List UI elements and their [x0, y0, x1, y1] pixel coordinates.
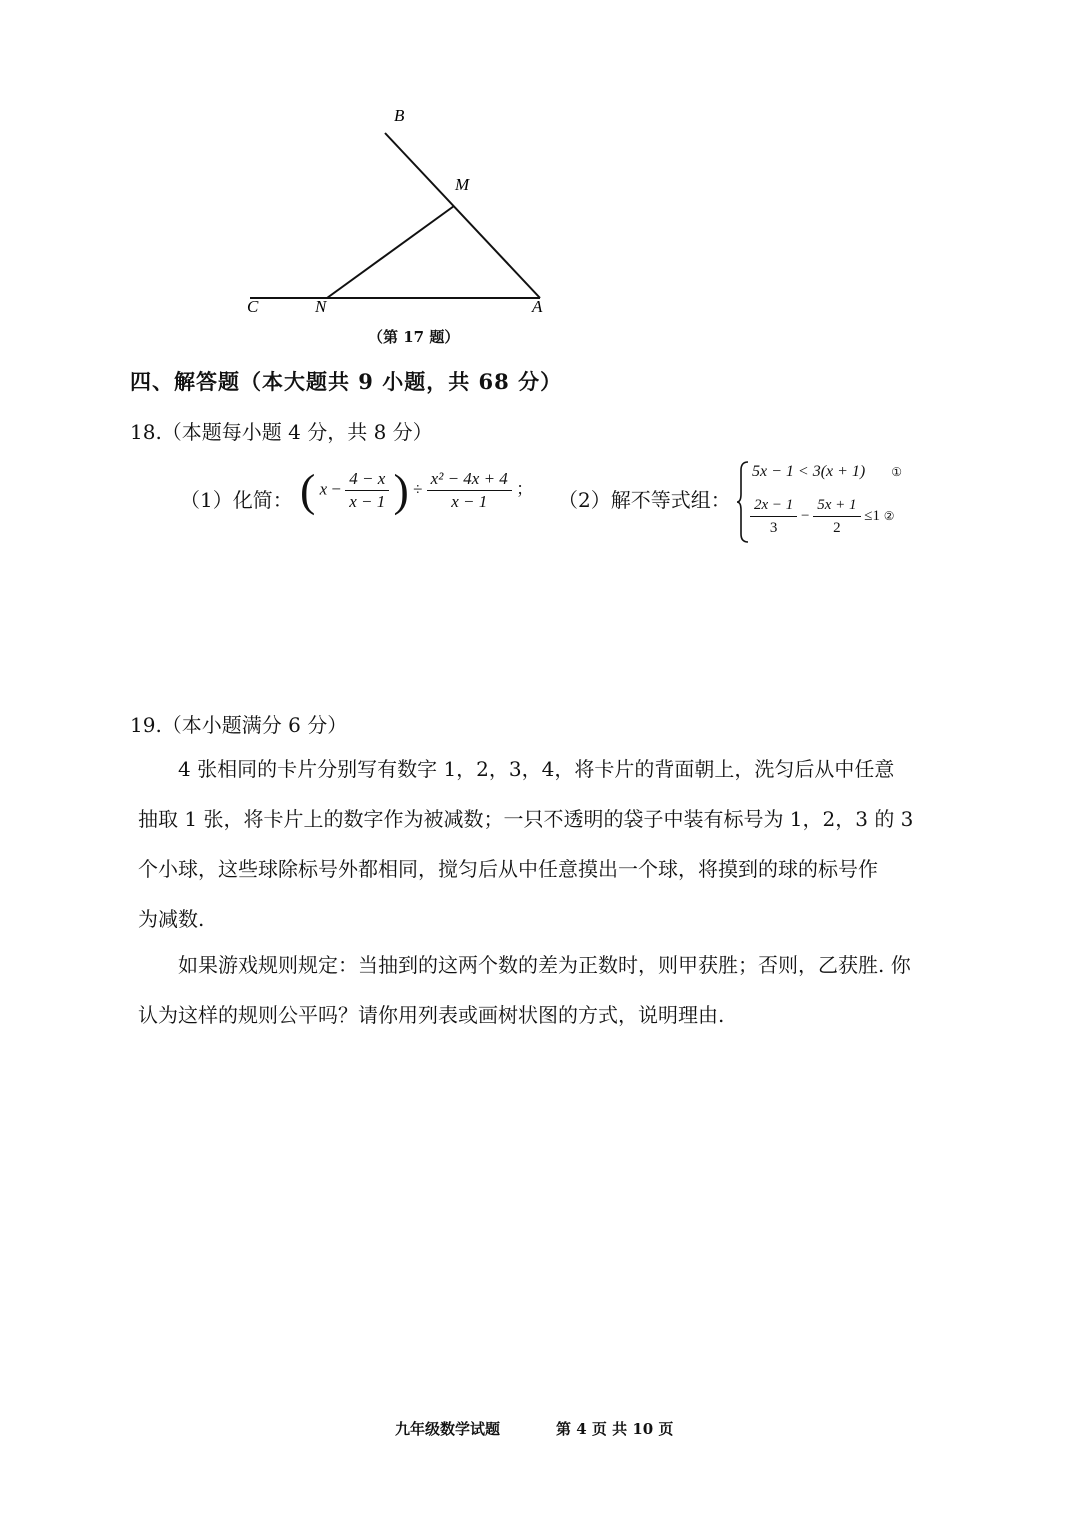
footer-page-number: 第 4 页 共 10 页: [556, 1420, 674, 1438]
q19-p1-line-3: 个小球，这些球除标号外都相同，搅匀后从中任意摸出一个球，将摸到的球的标号作: [138, 857, 878, 881]
footer-subject: 九年级数学试题: [395, 1420, 501, 1438]
fraction-1-numerator: 4 − x: [345, 468, 389, 491]
q18-header: 18.（本题每小题 4 分，共 8 分）: [130, 420, 433, 444]
right-paren: ): [393, 464, 409, 516]
expr-x: x: [319, 479, 328, 499]
label-M: M: [455, 175, 470, 194]
ineq2-fraction-2: [813, 494, 860, 539]
inequality-2: [750, 494, 895, 539]
q18-part2-label: （2）解不等式组：: [558, 488, 731, 512]
fraction-1-denominator: x − 1: [349, 492, 386, 511]
q19-p1-line-4: 为减数.: [138, 907, 205, 931]
ineq2-relation: ≤1: [864, 507, 881, 524]
ineq2-minus: −: [801, 507, 810, 524]
ineq2-fraction-2-denominator: 2: [833, 520, 841, 536]
ineq2-fraction-1-denominator: 3: [769, 520, 778, 536]
fraction-2-numerator: x² − 4x + 4: [427, 468, 512, 491]
brace-icon: [736, 460, 750, 544]
left-paren: (: [300, 464, 316, 516]
inequality-1-text: 5x − 1 < 3(x + 1): [752, 463, 866, 480]
expr-semicolon: ；: [516, 479, 534, 499]
label-N: N: [315, 297, 327, 316]
q18-part1-label: （1）化简：: [180, 488, 293, 512]
q19-header: 19.（本小题满分 6 分）: [130, 713, 348, 737]
triangle-diagram: [230, 95, 560, 320]
expr-divide: ÷: [413, 479, 423, 499]
q19-p1-line-2: 抽取 1 张，将卡片上的数字作为被减数；一只不透明的袋子中装有标号为 1，2，3 的 3: [138, 807, 914, 831]
label-A: A: [532, 297, 543, 316]
expr-minus: −: [331, 479, 341, 499]
inequality-2-mark: ②: [883, 508, 895, 523]
inequality-brace: [736, 460, 750, 548]
fraction-1: [345, 468, 389, 513]
q19-p1-line-1: 4 张相同的卡片分别写有数字 1，2，3，4，将卡片的背面朝上，洗匀后从中任意: [178, 757, 895, 781]
fraction-2-denominator: x − 1: [451, 492, 488, 511]
q19-paragraph-1: [138, 744, 958, 944]
label-C: C: [247, 297, 259, 316]
fraction-2: [427, 468, 512, 513]
ineq2-fraction-2-numerator: 5x + 1: [813, 494, 860, 517]
line-NM: [327, 206, 454, 298]
geometry-figure: [230, 95, 560, 320]
label-B: B: [394, 106, 405, 125]
inequality-1-mark: ①: [891, 465, 903, 479]
q18-expression: [300, 464, 534, 516]
inequality-1: [752, 463, 902, 481]
ineq2-fraction-1-numerator: 2x − 1: [750, 494, 797, 517]
ineq2-fraction-1: [750, 494, 797, 539]
q19-paragraph-2: [138, 940, 958, 1040]
figure-caption: （第 17 题）: [368, 328, 460, 346]
q19-p2-line-2: 认为这样的规则公平吗？请你用列表或画树状图的方式，说明理由.: [138, 1003, 725, 1027]
line-BA: [385, 133, 540, 298]
q19-p2-line-1: 如果游戏规则规定：当抽到的这两个数的差为正数时，则甲获胜；否则，乙获胜. 你: [178, 953, 911, 977]
section-title: 四、解答题（本大题共 9 小题，共 68 分）: [130, 369, 563, 394]
